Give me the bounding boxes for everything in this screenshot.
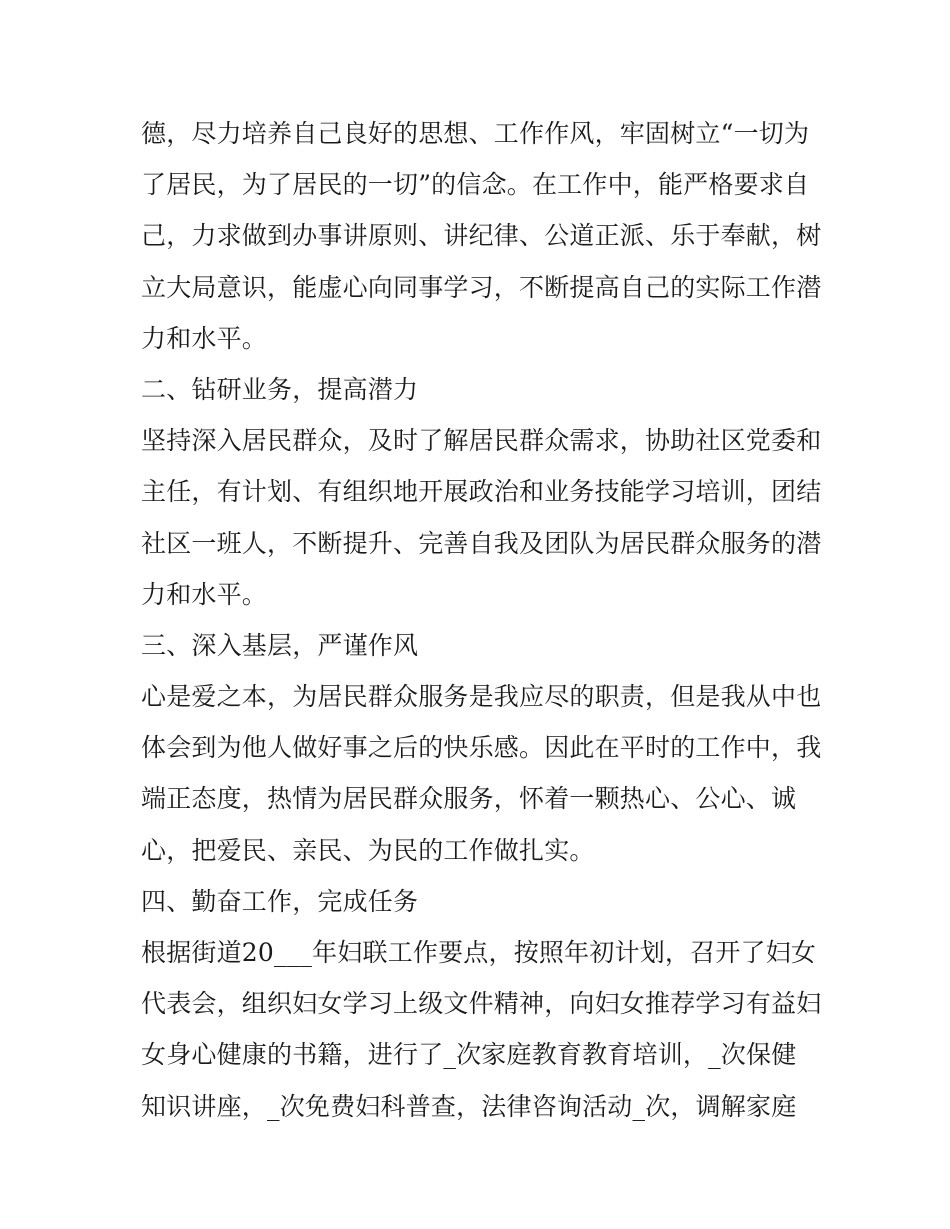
text-line: 知识讲座，_次免费妇科普查，法律咨询活动_次，调解家庭 [141, 1091, 797, 1121]
text-line: 女身心健康的书籍，进行了_次家庭教育教育培训，_次保健 [141, 1040, 797, 1070]
text-line: 心，把爱民、亲民、为民的工作做扎实。 [141, 835, 595, 865]
text-line: 根据街道20___年妇联工作要点，按照年初计划，召开了妇女 [141, 938, 817, 967]
text-line: 力和水平。 [141, 579, 268, 609]
text-line: 主任，有计划、有组织地开展政治和业务技能学习培训，团结 [141, 477, 822, 507]
text-line: 心是爱之本，为居民群众服务是我应尽的职责，但是我从中也 [141, 682, 822, 712]
text-line: 代表会，组织妇女学习上级文件精神，向妇女推荐学习有益妇 [141, 989, 822, 1019]
text-line: 端正态度，热情为居民群众服务，怀着一颗热心、公心、诚 [141, 784, 797, 814]
section-heading: 四、勤奋工作，完成任务 [141, 886, 419, 916]
text-line: 坚持深入居民群众，及时了解居民群众需求，协助社区党委和 [141, 426, 822, 456]
section-heading: 二、钻研业务，提高潜力 [141, 374, 419, 404]
text-line: 力和水平。 [141, 323, 268, 353]
text-line: 德，尽力培养自己良好的思想、工作作风，牢固树立“一切为 [141, 119, 810, 148]
section-heading: 三、深入基层，严谨作风 [141, 630, 419, 660]
text-line: 了居民，为了居民的一切”的信念。在工作中，能严格要求自 [141, 170, 810, 200]
text-line: 社区一班人，不断提升、完善自我及团队为居民群众服务的潜 [141, 528, 822, 558]
text-line: 立大局意识，能虚心向同事学习，不断提高自己的实际工作潜 [141, 272, 822, 302]
text-line: 己，力求做到办事讲原则、讲纪律、公道正派、乐于奉献，树 [141, 221, 822, 251]
document-body [141, 108, 821, 1132]
text-line: 体会到为他人做好事之后的快乐感。因此在平时的工作中，我 [141, 733, 822, 763]
